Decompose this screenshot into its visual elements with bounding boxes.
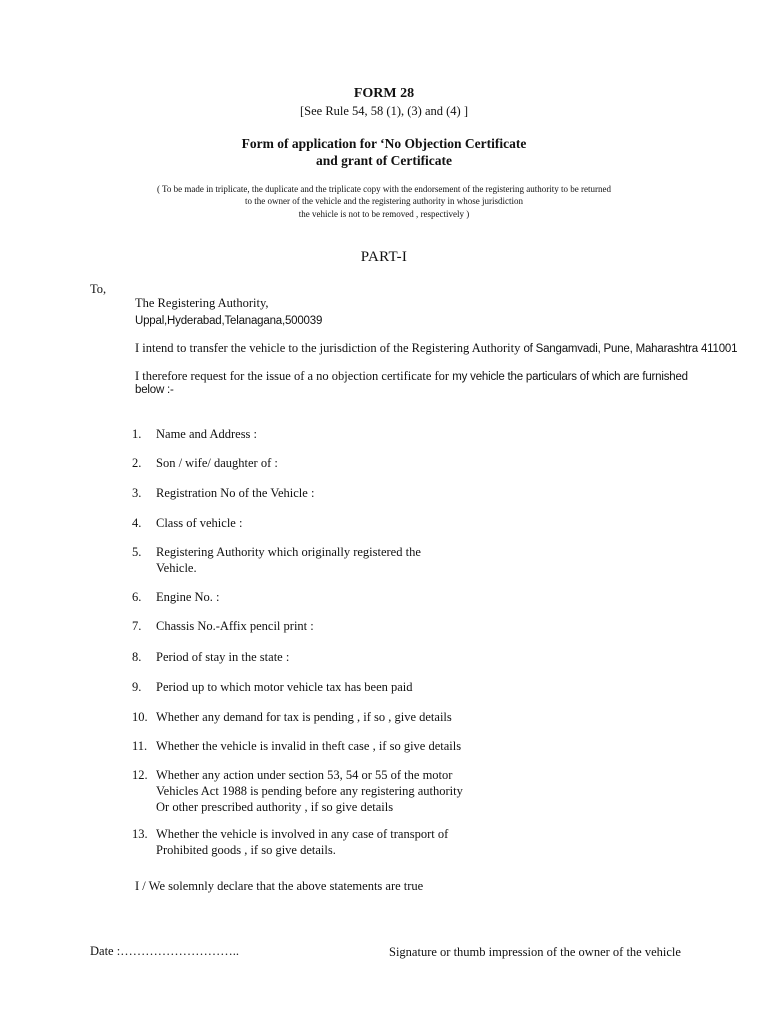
list-item	[132, 544, 421, 576]
form-heading-line1: Form of application for ‘No Objection Certificate	[241, 136, 527, 151]
rule-reference: [See Rule 54, 58 (1), (3) and (4) ]	[299, 104, 468, 118]
list-item-line: Class of vehicle :	[156, 516, 243, 530]
instruction-note-line3: the vehicle is not to be removed , respectively )	[298, 209, 470, 219]
list-item-line: Chassis No.-Affix pencil print :	[156, 619, 314, 633]
signature-label: Signature or thumb impression of the owner of the vehicle	[389, 945, 681, 959]
list-item-text	[156, 426, 257, 442]
list-item-line: Or other prescribed authority , if so give details	[156, 800, 394, 814]
list-item-number: 13.	[132, 827, 148, 841]
to-label: To,	[90, 282, 107, 296]
list-item-text	[156, 826, 448, 858]
request-text-line2: below :-	[135, 384, 174, 396]
list-item	[132, 426, 257, 442]
list-item-number: 5.	[132, 545, 142, 559]
authority-location: Uppal,Hyderabad,Telanagana,500039	[135, 315, 323, 327]
list-item	[132, 618, 314, 634]
list-item	[132, 767, 463, 815]
list-item-text	[156, 767, 463, 815]
list-item-line: Registration No of the Vehicle :	[156, 486, 315, 500]
authority-name: The Registering Authority,	[135, 296, 269, 310]
list-item-text	[156, 709, 452, 725]
form-number: FORM 28	[353, 86, 415, 101]
list-item-text	[156, 544, 421, 576]
instruction-note-line1: ( To be made in triplicate, the duplicate and the triplicate copy with the endorsement of the registering authority to be returned	[156, 184, 612, 194]
list-item-text	[156, 738, 461, 754]
intent-statement	[135, 341, 737, 356]
list-item-line: Registering Authority which originally registered the	[156, 545, 421, 559]
list-item-line: Prohibited goods , if so give details.	[156, 843, 336, 857]
list-item	[132, 738, 461, 754]
list-item	[132, 589, 220, 605]
list-item-text	[156, 679, 413, 695]
list-item	[132, 826, 448, 858]
list-item-line: Whether any demand for tax is pending , if so , give details	[156, 710, 452, 724]
list-item-line: Engine No. :	[156, 590, 220, 604]
instruction-note-line2: to the owner of the vehicle and the registering authority in whose jurisdiction	[245, 196, 523, 206]
list-item-number: 1.	[132, 427, 142, 441]
list-item-line: Period of stay in the state :	[156, 650, 290, 664]
form-heading-line2: and grant of Certificate	[315, 153, 453, 168]
request-text: I therefore request for the issue of a no objection certificate for	[135, 369, 453, 383]
list-item	[132, 679, 413, 695]
list-item-text	[156, 515, 242, 531]
list-item-line: Vehicle.	[156, 561, 197, 575]
list-item-line: Period up to which motor vehicle tax has been paid	[156, 680, 413, 694]
request-text-continued: my vehicle the particulars of which are furnished	[452, 371, 688, 383]
list-item-text	[156, 589, 220, 605]
list-item-number: 3.	[132, 486, 142, 500]
list-item-line: Vehicles Act 1988 is pending before any registering authority	[156, 784, 463, 798]
intent-text: I intend to transfer the vehicle to the jurisdiction of the Registering Authority	[135, 341, 524, 355]
part-heading: PART-I	[360, 249, 408, 265]
list-item-number: 11.	[132, 739, 148, 753]
list-item	[132, 709, 452, 725]
list-item-number: 7.	[132, 619, 142, 633]
list-item-line: Whether any action under section 53, 54 or 55 of the motor	[156, 768, 453, 782]
list-item-line: Son / wife/ daughter of :	[156, 456, 278, 470]
list-item-text	[156, 649, 289, 665]
list-item	[132, 485, 314, 501]
list-item-number: 12.	[132, 768, 148, 782]
list-item-number: 10.	[132, 710, 148, 724]
list-item-number: 4.	[132, 516, 142, 530]
list-item	[132, 455, 278, 471]
date-field: Date :………………………..	[90, 944, 239, 958]
list-item	[132, 515, 242, 531]
list-item-number: 6.	[132, 590, 142, 604]
destination-authority: of Sangamvadi, Pune, Maharashtra 411001	[523, 343, 738, 355]
list-item-line: Whether the vehicle is invalid in theft case , if so give details	[156, 739, 462, 753]
list-item-number: 8.	[132, 650, 142, 664]
request-statement	[135, 369, 688, 384]
list-item-text	[156, 455, 278, 471]
list-item	[132, 649, 289, 665]
list-item-text	[156, 485, 314, 501]
list-item-line: Name and Address :	[156, 427, 258, 441]
declaration: I / We solemnly declare that the above statements are true	[135, 879, 424, 893]
list-item-line: Whether the vehicle is involved in any case of transport of	[156, 827, 449, 841]
list-item-text	[156, 618, 314, 634]
list-item-number: 2.	[132, 456, 142, 470]
list-item-number: 9.	[132, 680, 142, 694]
